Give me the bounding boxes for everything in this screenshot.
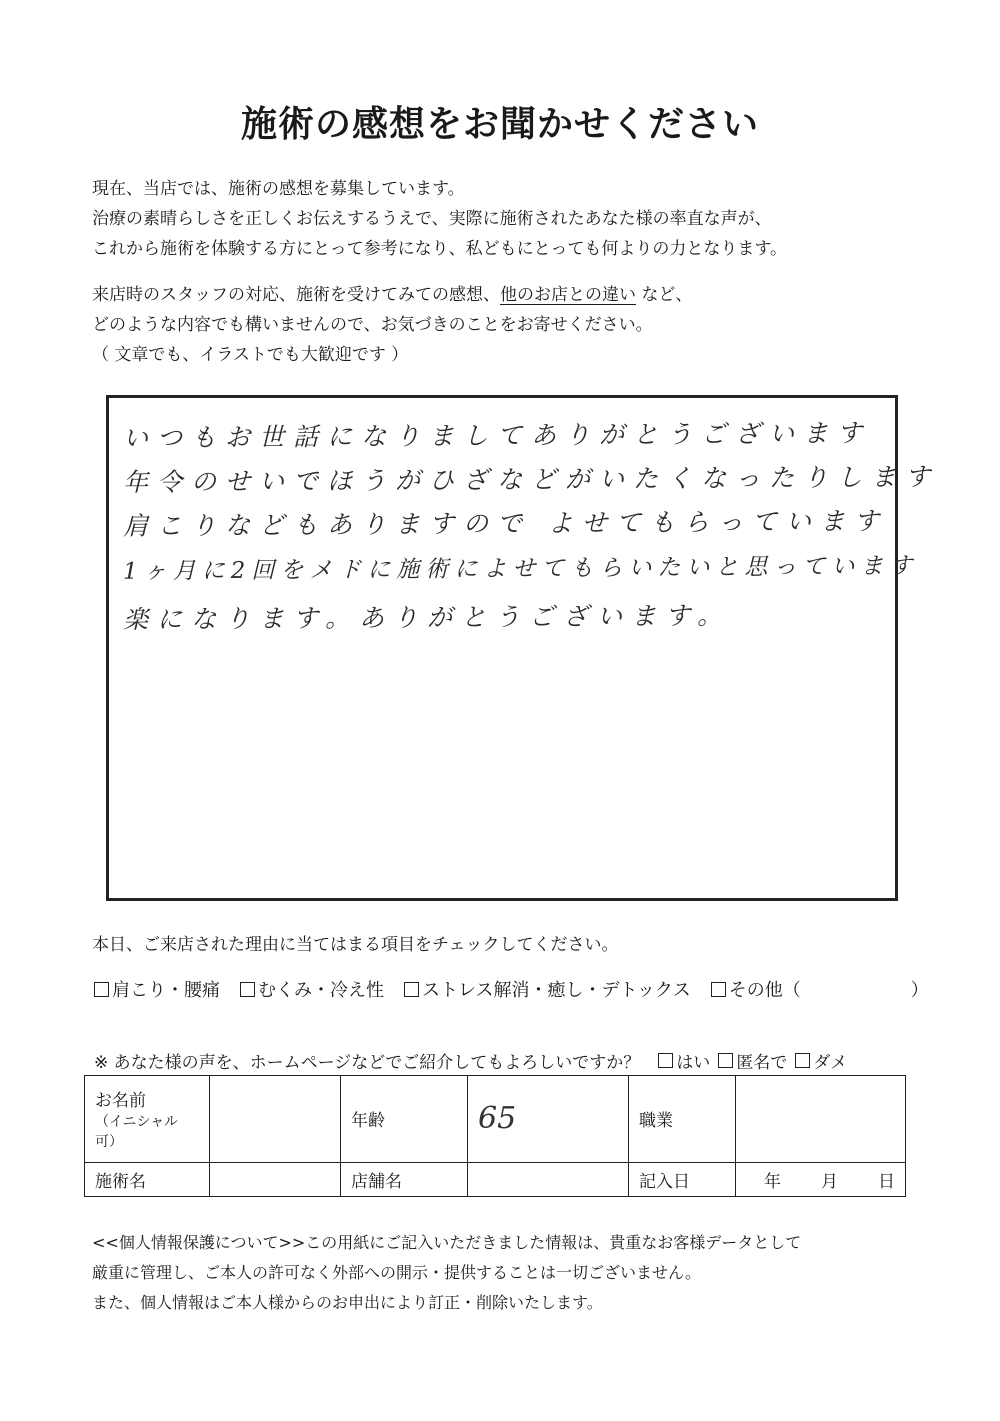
consent-option[interactable] [658, 1048, 710, 1073]
reason-label: その他（ [728, 980, 801, 1001]
age-value: 65 [478, 1101, 517, 1137]
comment-box[interactable] [106, 395, 940, 901]
instructions-underlined: 他のお店との違い [500, 285, 636, 305]
reason-option[interactable] [240, 976, 384, 1002]
checkbox[interactable] [795, 1053, 810, 1068]
intro-line: 治療の素晴らしさを正しくお伝えするうえで、実際に施術されたあなた様の率直な声が、 [92, 209, 772, 229]
name-label: お名前 [95, 1091, 146, 1112]
intro-text [92, 174, 787, 264]
reason-label: むくみ・冷え性 [258, 980, 384, 1001]
reason-option[interactable] [94, 976, 220, 1002]
checkbox[interactable] [711, 982, 726, 997]
store-field[interactable] [468, 1162, 629, 1196]
checkbox[interactable] [718, 1053, 733, 1068]
intro-line: これから施術を体験する方にとって参考になり、私どもにとっても何よりの力となります。 [92, 239, 787, 259]
date-month: 月 [821, 1171, 838, 1192]
customer-info-table [84, 1075, 906, 1197]
handwritten-line: 肩こりなどもありますので よせてもらっています [122, 506, 889, 541]
handwritten-line: 1ヶ月に2回をメドに施術によせてもらいたいと思っています [122, 553, 919, 585]
privacy-line: また、個人情報はご本人様からのお申出により訂正・削除いたします。 [92, 1293, 603, 1312]
job-label: 職業 [629, 1076, 736, 1163]
consent-question [94, 1048, 855, 1073]
instructions-text [92, 280, 692, 370]
consent-label: ※ あなた様の声を、ホームページなどでご紹介してもよろしいですか？ [94, 1053, 641, 1073]
handwritten-line: いつもお世話になりましてありがとうございます [122, 418, 872, 453]
instructions-line: どのような内容でも構いませんので、お気づきのことをお寄せください。 [92, 315, 653, 335]
intro-line: 現在、当店では、施術の感想を募集しています。 [92, 179, 465, 199]
privacy-notice [92, 1228, 801, 1318]
reason-label: ストレス解消・癒し・デトックス [422, 980, 691, 1001]
reason-option[interactable] [404, 976, 691, 1002]
privacy-line: 厳重に管理し、ご本人の許可なく外部への開示・提供することは一切ございません。 [92, 1263, 701, 1282]
date-label: 記入日 [629, 1162, 736, 1196]
page-title: 施術の感想をお聞かせください [240, 104, 759, 145]
instructions-line1-pre: 来店時のスタッフの対応、施術を受けてみての感想、 [92, 285, 500, 305]
table-row [85, 1162, 906, 1196]
instructions-line: （ 文章でも、イラストでも大歓迎です ） [92, 345, 409, 365]
reason-option[interactable] [711, 976, 929, 1002]
date-year: 年 [764, 1171, 781, 1192]
checkbox[interactable] [404, 982, 419, 997]
privacy-line: <<個人情報保護について>>この用紙にご記入いただきました情報は、貴重なお客様データとして [92, 1233, 802, 1252]
table-row [85, 1076, 906, 1163]
handwritten-line: 年令のせいでほうがひざなどがいたくなったりします [122, 462, 940, 497]
age-field[interactable] [468, 1076, 629, 1163]
job-field[interactable] [736, 1076, 906, 1163]
handwritten-line: 楽になります。ありがとうございます。 [122, 600, 732, 635]
treatment-label: 施術名 [85, 1162, 210, 1196]
reason-close: ） [910, 980, 929, 1001]
name-field[interactable] [210, 1076, 341, 1163]
name-label-cell [85, 1076, 210, 1163]
date-day: 日 [878, 1171, 895, 1192]
consent-option-label: 匿名で [736, 1053, 788, 1073]
instructions-line [92, 280, 692, 310]
treatment-field[interactable] [210, 1162, 341, 1196]
reason-question: 本日、ご来店された理由に当てはまる項目をチェックしてください。 [92, 935, 619, 955]
reason-label: 肩こり・腰痛 [112, 980, 220, 1001]
date-field[interactable] [736, 1162, 906, 1196]
checkbox[interactable] [240, 982, 255, 997]
name-sublabel: （イニシャル可） [95, 1114, 179, 1151]
consent-option[interactable] [718, 1048, 787, 1073]
age-label: 年齢 [341, 1076, 468, 1163]
checkbox[interactable] [658, 1053, 673, 1068]
instructions-line1-post: など、 [641, 285, 693, 305]
consent-option-label: ダメ [813, 1053, 848, 1073]
consent-option-label: はい [676, 1053, 711, 1073]
checkbox[interactable] [94, 982, 109, 997]
store-label: 店舗名 [341, 1162, 468, 1196]
consent-option[interactable] [795, 1048, 847, 1073]
reason-checklist [94, 976, 949, 1002]
